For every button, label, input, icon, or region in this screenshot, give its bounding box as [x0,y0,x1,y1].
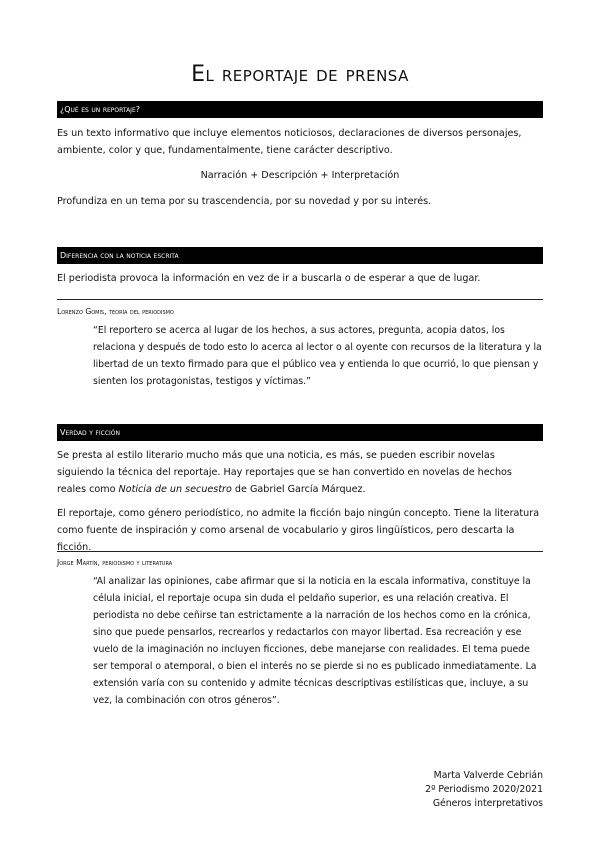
quote-source-gomis: Lorenzo Gomis, teoría del periodismo [57,307,174,316]
paragraph-estilo-literario [57,447,543,498]
book-title: Noticia de un secuestro [118,484,232,495]
section-heading-verdad: Verdad y ficción [57,424,543,441]
section-heading-que-es: ¿Qué es un reportaje? [57,101,543,118]
quote-martin: “Al analizar las opiniones, cabe afirmar que si la noticia en la escala informativa, constituye la célula inicial, el reportaje ocupa sin duda el peldaño superior, es una relación creativa. El periodista no debe ceñirse tan estrictamente a la narración de los hechos como en la crónica, sino que puede pensarlos, recrearlos y redactarlos con mayor libertad. Esa recreación y ese vuelo de la imaginación no incluyen ficciones, debe manejarse con realidades. El tema puede ser temporal o atemporal, o bien el interés no se pierde si no es publicado inmediatamente. La extensión varía con su contenido y admite técnicas descriptivas estilísticas que, incluye, a su vez, la combinación con otros géneros”. [93,576,537,706]
divider [57,551,543,552]
paragraph-provoca: El periodista provoca la información en vez de ir a buscarla o de esperar a que de lugar. [57,273,481,284]
signature-block [425,769,543,811]
quote-gomis: “El reportero se acerca al lugar de los hechos, a sus actores, pregunta, acopia datos, los relaciona y después de todo esto lo acerca al lector o al oyente con recursos de la literatura y la libertad de un texto firmado para que el público vea y entienda lo que ocurrió, lo que piensan y sienten los protagonistas, testigos y víctimas.” [93,325,542,387]
paragraph-definition: Es un texto informativo que incluye elementos noticiosos, declaraciones de diversos personajes, ambiente, color y que, fundamentalmente, tiene carácter descriptivo. [57,128,522,156]
divider [57,299,543,300]
paragraph-ficcion: El reportaje, como género periodístico, no admite la ficción bajo ningún concepto. Tiene la literatura como fuente de inspiración y como arsenal de vocabulario y giros lingüísticos, pero descarta la ficción. [57,508,540,553]
document-title: El reportaje de prensa [191,62,409,87]
paragraph-text-start: Se presta al estilo literario mucho más que una noticia, es más, se pueden escribir novelas siguiendo la técnica del reportaje. Hay reportajes que se han convertido en novelas de hechos reales como [57,450,512,495]
course-line: 2º Periodismo 2020/2021 [425,784,543,795]
formula-line: Narración + Descripción + Interpretación [200,170,400,181]
quote-source-martin: Jorge Martín, periodismo y literatura [57,558,173,567]
paragraph-text-end: de Gabriel García Márquez. [231,484,366,495]
section-heading-diferencia: Diferencia con la noticia escrita [57,247,543,264]
subject-line: Géneros interpretativos [432,798,543,809]
paragraph-profundiza: Profundiza en un tema por su trascendencia, por su novedad y por su interés. [57,196,432,207]
author-name: Marta Valverde Cebrián [433,770,543,781]
